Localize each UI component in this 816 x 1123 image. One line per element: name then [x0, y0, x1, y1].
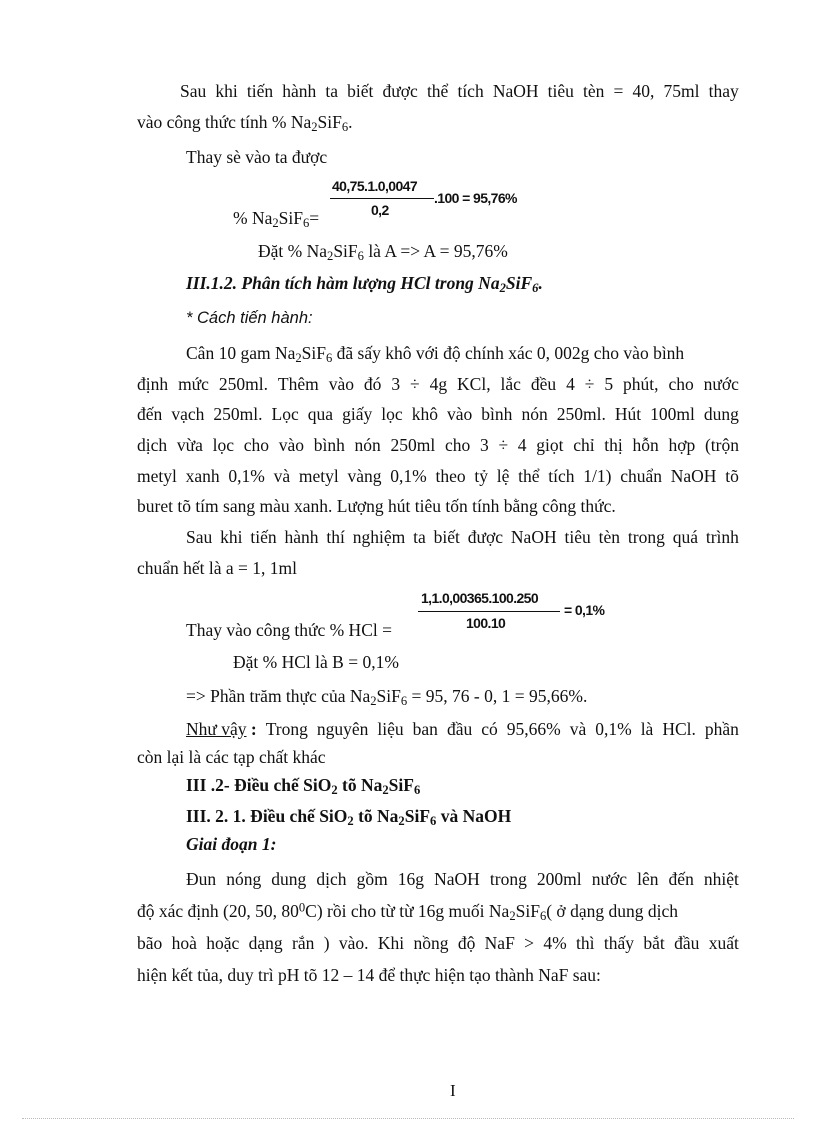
- para4-line5-word: NaOH: [670, 466, 717, 486]
- para8-line1-word: phần: [704, 719, 739, 739]
- para9-line3-word: nồng: [413, 933, 449, 953]
- para9-line3-word: bão: [137, 933, 163, 953]
- para9-line1-word: đến: [668, 869, 694, 889]
- para8-line1-word: đầu: [446, 719, 473, 739]
- heading-iii-2-1: III. 2. 1. Điều chế SiO$_2$ tõ $Na_2SiF_6$ và NaOH: [186, 806, 512, 829]
- para1-line1-word: thể: [426, 81, 449, 101]
- para9-line3-word: rắn: [292, 933, 315, 953]
- para8-line1-word: liệu: [377, 719, 404, 739]
- para8-line1-word: Trong: [265, 719, 308, 739]
- para9-line1-word: Đun: [186, 869, 217, 889]
- para8-line1-word: ban: [412, 719, 438, 739]
- para5-line1-word: khi: [220, 527, 243, 547]
- formula1-result: .100 = 95,76%: [434, 190, 517, 206]
- para4-line3-word: đến: [137, 404, 163, 424]
- para1-line1-word: Sau: [180, 81, 207, 101]
- para4-line2-word: nước: [703, 374, 739, 394]
- para4-line3: [137, 403, 739, 425]
- para4-line3-word: vào: [446, 404, 473, 424]
- para4-line5-word: 1/1): [583, 466, 612, 486]
- para4-line5-word: vàng: [347, 466, 382, 486]
- para9-line1-word: lên: [637, 869, 659, 889]
- para7: => Phần trăm thực của $Na_2SiF_6 = 95$, 76 - 0, 1 = 95,66%.: [186, 686, 588, 709]
- para8-line2: còn lại là các tạp chất khác: [137, 747, 326, 767]
- formula1-bar: [330, 198, 434, 199]
- para9-line3-word: 4%: [543, 933, 567, 953]
- para4-line5-word: tỷ: [474, 466, 488, 486]
- para4-line3-word: 250ml.: [213, 404, 263, 424]
- para4-line3-word: bình: [481, 404, 513, 424]
- para9-line3-word: thì: [576, 933, 595, 953]
- para9-line3-word: độ: [457, 933, 476, 953]
- para5-line1-word: tèn: [598, 527, 620, 547]
- para9-line2: độ xác định (20, 50, $80^0C$) rồi cho từ từ 16g muối $Na_2SiF_6$( ở dạng dung dịch: [137, 900, 678, 924]
- para2: Thay sè vào ta được: [186, 147, 328, 167]
- para8-line1-word: HCl.: [662, 719, 696, 739]
- para4-line5-word: thể: [518, 466, 540, 486]
- heading-iii-1-2: III.1.2. Phân tích hàm lượng HCl trong $Na_2SiF_6$.: [186, 273, 543, 296]
- para1-line1-word: tiến: [246, 81, 274, 101]
- formula2-bar: [418, 611, 560, 612]
- para4-line4-word: 250ml: [390, 435, 436, 455]
- para4-line4-word: giọt: [536, 435, 564, 455]
- para4-line4-word: thị: [604, 435, 623, 455]
- stage-1-label: Giai đoạn 1:: [186, 834, 277, 854]
- para8-line1-word: là: [640, 719, 654, 739]
- para9-line3-word: thấy: [603, 933, 635, 953]
- para9-line1-word: nóng: [226, 869, 262, 889]
- para4-line4-word: hỗn: [632, 435, 659, 455]
- para4-line4-word: cho: [243, 435, 269, 455]
- para4-line3-word: 100ml: [650, 404, 695, 424]
- para4-line4-word: bình: [313, 435, 345, 455]
- para4-line5-word: metyl: [137, 466, 177, 486]
- para1-line1-word: tiêu: [547, 81, 574, 101]
- formula1-denominator: 0,2: [371, 202, 389, 218]
- para4-line4: [137, 434, 739, 456]
- para4-line3-word: qua: [307, 404, 334, 424]
- heading-iii-2: III .2- Điều chế SiO$_2$ tõ $Na_2SiF_6$: [186, 775, 421, 798]
- para4-line2-word: cho: [668, 374, 694, 394]
- para8-line1-word: 95,66%: [506, 719, 561, 739]
- para9-line3-word: bắt: [643, 933, 665, 953]
- para3: Đặt % $Na_2SiF_6$ là A => A = 95,76%: [258, 241, 508, 264]
- para4-line4-word: cho: [444, 435, 471, 455]
- method-label: * Cách tiến hành:: [186, 309, 313, 327]
- para9-line3-word: Khi: [377, 933, 405, 953]
- para1-line1-word: tích: [457, 81, 484, 101]
- para4-line4-word: chỉ: [573, 435, 595, 455]
- para4-line4-word: 4: [517, 435, 527, 455]
- para1-line1-word: 40,: [632, 81, 655, 101]
- para4-line5-word: 0,1%: [228, 466, 265, 486]
- para8-line1-word: nguyên: [316, 719, 369, 739]
- nhu-vay-label: Như vậy: [186, 719, 247, 739]
- para4-line2-word: KCl,: [457, 374, 491, 394]
- formula2-result: = 0,1%: [564, 602, 605, 618]
- para9-line3-word: đầu: [674, 933, 700, 953]
- para5-line1-word: Sau: [186, 527, 213, 547]
- para8-line1-word: 0,1%: [595, 719, 632, 739]
- para4-line2-word: 4: [566, 374, 575, 394]
- para9-line3-word: ): [323, 933, 330, 953]
- para4-line2-word: vào: [328, 374, 354, 394]
- para4-line2-word: phút,: [623, 374, 659, 394]
- para9-line3-word: hoà: [171, 933, 197, 953]
- para5-line1: [186, 526, 739, 548]
- para4-line6: buret tõ tím sang màu xanh. Lượng hút tiêu tốn tính bằng công thức.: [137, 496, 616, 516]
- formula2-denominator: 100.10: [466, 615, 506, 631]
- para9-line3-word: dạng: [248, 933, 283, 953]
- para4-line5-word: lệ: [496, 466, 510, 486]
- para1-line1-word: biết: [347, 81, 374, 101]
- page-number: I: [450, 1081, 456, 1100]
- para1-line1: [180, 80, 739, 102]
- para5-line2: chuẩn hết là a = 1, 1ml: [137, 558, 298, 578]
- para5-line1-word: thí: [326, 527, 345, 547]
- para4-line1: Cân 10 gam $Na_2SiF_6$ đã sấy khô với độ chính xác 0, 002g cho vào bình: [186, 343, 685, 366]
- para4-line2-word: Thêm: [277, 374, 319, 394]
- para1-line1-word: =: [613, 81, 624, 101]
- para1-line1-word: NaOH: [492, 81, 539, 101]
- para4-line3-word: Hút: [614, 404, 642, 424]
- para1-line2: vào công thức tính % $Na_2SiF_6$.: [137, 112, 353, 135]
- para9-line1-word: nước: [591, 869, 627, 889]
- formula1-label: % $Na_2SiF_6=$: [233, 208, 320, 231]
- para4-line4-word: lọc: [212, 435, 234, 455]
- para9-line1-word: trong: [489, 869, 527, 889]
- para9-line1-word: 200ml: [536, 869, 582, 889]
- para8-line1: Như vậy : Trong nguyên liệu ban đầu có 95,66% và 0,1% là HCl. phần: [186, 719, 739, 739]
- para9-line1-word: dung: [271, 869, 307, 889]
- para5-line1-word: quá: [672, 527, 698, 547]
- para4-line5: [137, 465, 739, 487]
- para5-line1-word: hành: [284, 527, 319, 547]
- para4-line4-word: (trộn: [704, 435, 739, 455]
- para4-line3-word: lọc: [381, 404, 403, 424]
- para1-line1-word: tèn: [583, 81, 605, 101]
- para4-line2-word: đó: [363, 374, 382, 394]
- para4-line5-word: tõ: [725, 466, 739, 486]
- para9-line3: [137, 932, 739, 954]
- para5-line1-word: nghiệm: [352, 527, 406, 547]
- para9-line3-word: hoặc: [206, 933, 240, 953]
- para9-line1-word: 16g: [397, 869, 425, 889]
- para4-line2-word: lắc: [500, 374, 521, 394]
- para5-line1-word: ta: [413, 527, 426, 547]
- para9-line3-word: vào.: [338, 933, 369, 953]
- para4-line4-word: vừa: [176, 435, 203, 455]
- para4-line3-word: 250ml.: [556, 404, 606, 424]
- para1-line1-word: 75ml: [663, 81, 700, 101]
- para4-line3-word: giấy: [342, 404, 373, 424]
- para4-line4-word: vào: [278, 435, 304, 455]
- formula1-numerator: 40,75.1.0,0047: [332, 178, 418, 194]
- para8-line1-word: và: [569, 719, 587, 739]
- para6: Đặt % HCl là B = 0,1%: [233, 652, 399, 672]
- para4-line2-word: mức: [178, 374, 209, 394]
- para9-line1-word: NaOH: [434, 869, 480, 889]
- para5-line1-word: NaOH: [510, 527, 557, 547]
- para4-line2-word: ÷: [584, 374, 595, 394]
- para4-line2-word: ÷: [410, 374, 420, 394]
- para4-line2-word: 4g: [429, 374, 448, 394]
- para4-line5-word: 0,1%: [390, 466, 427, 486]
- para4-line2-word: 5: [604, 374, 614, 394]
- para1-line1-word: ta: [325, 81, 339, 101]
- para9-line1: [186, 868, 739, 890]
- para9-line1-word: dịch: [316, 869, 347, 889]
- para9-line1-word: nhiệt: [703, 869, 739, 889]
- para4-line2-word: 3: [391, 374, 401, 394]
- para5-line1-word: trình: [705, 527, 739, 547]
- para1-line1-word: khi: [215, 81, 238, 101]
- para4-line2: [137, 373, 739, 395]
- para9-line3-word: NaF: [484, 933, 515, 953]
- para4-line5-word: tích: [548, 466, 575, 486]
- para4-line3-word: nón: [521, 404, 548, 424]
- para5-line1-word: được: [467, 527, 504, 547]
- footer-divider: [22, 1118, 794, 1119]
- para1-line1-word: hành: [282, 81, 317, 101]
- formula1-fraction: [330, 178, 570, 222]
- para4-line3-word: dung: [703, 404, 739, 424]
- para4-line5-word: metyl: [298, 466, 339, 486]
- para9-line1-word: gồm: [356, 869, 388, 889]
- para4-line4-word: hợp: [668, 435, 696, 455]
- para4-line5-word: theo: [435, 466, 466, 486]
- para5-line1-word: tiêu: [564, 527, 591, 547]
- para4-line5-word: và: [273, 466, 291, 486]
- para9-line3-word: xuất: [708, 933, 739, 953]
- formula2-numerator: 1,1.0,00365.100.250: [421, 590, 539, 606]
- para1-line1-word: được: [382, 81, 418, 101]
- para4-line3-word: vạch: [171, 404, 205, 424]
- para4-line5-word: xanh: [185, 466, 220, 486]
- para5-line1-word: biết: [433, 527, 460, 547]
- para1-line1-word: thay: [708, 81, 739, 101]
- formula2-fraction: [418, 590, 648, 634]
- para9-line4: hiện kết tủa, duy trì pH tõ 12 – 14 để thực hiện tạo thành NaF sau:: [137, 965, 601, 985]
- para4-line2-word: đều: [530, 374, 557, 394]
- para4-line4-word: ÷: [498, 435, 509, 455]
- para4-line3-word: khô: [411, 404, 438, 424]
- para4-line2-word: định: [137, 374, 169, 394]
- para9-line3-word: >: [524, 933, 535, 953]
- para4-line4-word: nón: [354, 435, 381, 455]
- para8-line1-word: có: [481, 719, 498, 739]
- para5-line1-word: tiến: [250, 527, 277, 547]
- para4-line2-word: 250ml.: [218, 374, 268, 394]
- para4-line3-word: Lọc: [271, 404, 299, 424]
- para4-line4-word: dịch: [137, 435, 168, 455]
- para4-line4-word: 3: [479, 435, 489, 455]
- para5-line1-word: trong: [627, 527, 665, 547]
- para4-line5-word: chuẩn: [620, 466, 663, 486]
- formula2-label: Thay vào công thức % HCl =: [186, 620, 392, 640]
